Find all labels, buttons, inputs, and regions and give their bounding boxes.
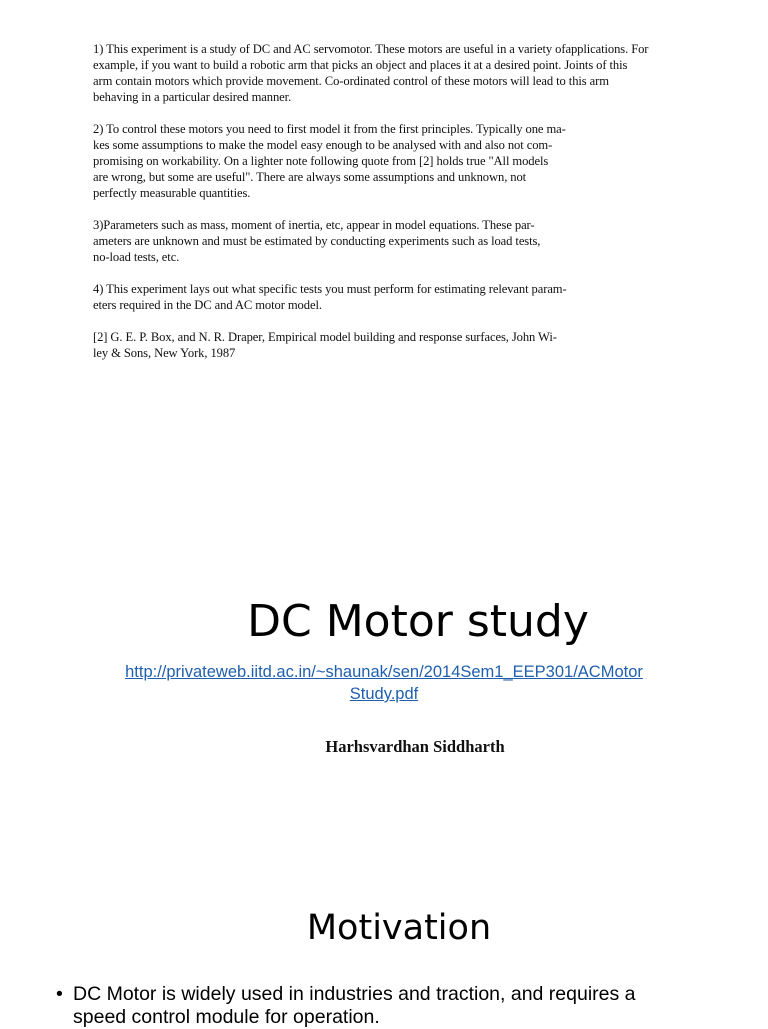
notes-paragraph-3: 3)Parameters such as mass, moment of inertia, etc, appear in model equations. These par- ameters are unknown and must be estimated by conducting experiments such as load tests, no-load tests, etc. <box>93 218 541 264</box>
bullet-text: DC Motor is widely used in industries and traction, and requires a speed control module for operation. <box>73 983 636 1028</box>
notes-paragraph-2: 2) To control these motors you need to first model it from the first principles. Typically one ma- kes some assumptions to make the model easy enough to be analysed with and also not com- promising on workability. On a lighter note following quote from [2] holds true "All models are wrong, but some are useful". There are always some assumptions and unknown, not perfectly measurable quantities. <box>93 122 566 200</box>
motivation-bullet-list <box>56 983 696 1029</box>
slide-title: DC Motor study <box>247 596 589 647</box>
author-name: Harhsvardhan Siddharth <box>325 737 505 756</box>
notes-paragraph-4: 4) This experiment lays out what specific tests you must perform for estimating relevant param- eters required in the DC and AC motor model. <box>93 282 567 312</box>
motivation-heading: Motivation <box>306 908 492 948</box>
speaker-notes <box>93 41 748 377</box>
bullet-icon: • <box>56 983 63 1005</box>
notes-reference: [2] G. E. P. Box, and N. R. Draper, Empirical model building and response surfaces, John Wi- ley & Sons, New York, 1987 <box>93 330 557 360</box>
document-link[interactable]: http://privateweb.iitd.ac.in/~shaunak/sen/2014Sem1_EEP301/ACMotor Study.pdf <box>125 663 643 703</box>
notes-paragraph-1: 1) This experiment is a study of DC and AC servomotor. These motors are useful in a variety ofapplications. For example, if you want to build a robotic arm that picks an object and places it at a desired point. Joints of this arm contain motors which provide movement. Co-ordinated control of these motors will lead to this arm behaving in a particular desired manner. <box>93 42 649 104</box>
list-item <box>56 983 696 1029</box>
